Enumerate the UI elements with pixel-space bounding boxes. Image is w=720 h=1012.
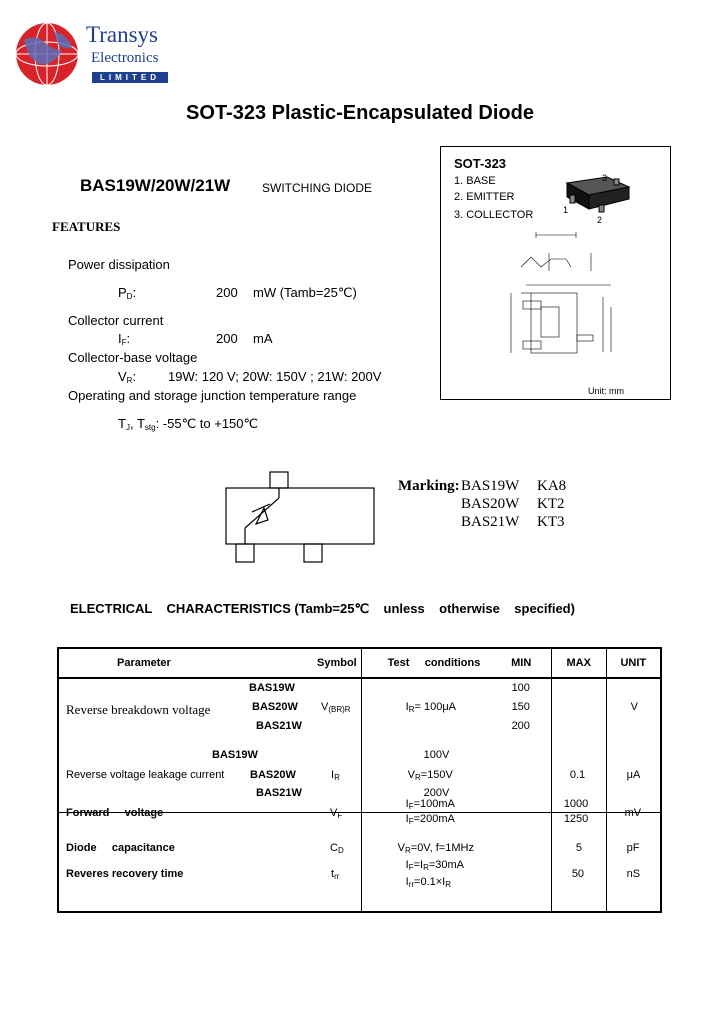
pin-num-2: 2 bbox=[597, 215, 603, 225]
fv-cond-2: $I_F=200mA$ bbox=[405, 812, 455, 826]
vr-sub: R bbox=[126, 376, 133, 385]
dc-symbol: $C_D$ bbox=[330, 842, 344, 855]
marking-part-2: BAS20W bbox=[461, 496, 520, 512]
rbv-min-1: 100 bbox=[511, 682, 530, 694]
marking-part-3: BAS21W bbox=[461, 514, 520, 530]
fv-symbol: $V_F$ bbox=[330, 806, 343, 820]
vr-symbol: V bbox=[118, 369, 127, 384]
features-heading: FEATURES bbox=[52, 219, 121, 234]
if-sub: F bbox=[121, 338, 127, 347]
table-header-row bbox=[58, 648, 661, 678]
rbv-part-2: BAS20W bbox=[252, 701, 298, 713]
table-row bbox=[58, 678, 661, 812]
ec-table bbox=[57, 647, 662, 913]
vr-row bbox=[118, 369, 136, 385]
rvl-cond-3: 200V bbox=[423, 787, 450, 799]
vr-colon: : bbox=[132, 369, 137, 384]
rvl-symbol: $I_R$ bbox=[331, 769, 340, 782]
dc-cond: $V_R=0V$, f=1MHz bbox=[397, 842, 474, 855]
header-unit: UNIT bbox=[606, 648, 661, 678]
pd-symbol: P bbox=[118, 285, 127, 300]
fv-label: Forward voltage bbox=[66, 806, 164, 819]
fv-unit: mV bbox=[624, 806, 642, 819]
vr-value: 19W: 120 V; 20W: 150V ; 21W: 200V bbox=[168, 369, 382, 384]
if-value: 200 bbox=[216, 331, 238, 346]
rvl-cond-2: $V_R=150V$ bbox=[407, 769, 453, 782]
temp-label: Operating and storage junction temperature range bbox=[68, 388, 357, 403]
part-number: BAS19W/20W/21W bbox=[80, 176, 231, 195]
logo-name: Transys bbox=[86, 22, 159, 47]
group1-param-cell bbox=[58, 678, 361, 812]
rbv-min-2: 150 bbox=[511, 701, 530, 713]
rrt-unit-cell bbox=[606, 868, 661, 912]
ec-heading: ELECTRICAL CHARACTERISTICS (Tamb=25℃ unless otherwise specified) bbox=[70, 601, 575, 616]
table-row bbox=[58, 872, 661, 912]
rrt-unit: nS bbox=[626, 868, 641, 880]
rbv-part-3: BAS21W bbox=[256, 720, 302, 732]
dc-max: 5 bbox=[575, 842, 582, 854]
dc-label: Diode capacitance bbox=[66, 842, 175, 854]
rvl-cond-1: 100V bbox=[423, 749, 450, 761]
diode-symbol-diagram bbox=[220, 468, 380, 568]
rbv-part-1: BAS19W bbox=[249, 682, 295, 694]
rrt-max-cell bbox=[551, 868, 606, 912]
pin-3-label: 3. COLLECTOR bbox=[454, 209, 534, 221]
pin-1-label: 1. BASE bbox=[454, 175, 496, 187]
rbv-symbol: $V_{(BR)R}$ bbox=[321, 701, 351, 714]
marking-code-2: KT2 bbox=[537, 496, 565, 512]
marking-part-1: BAS19W bbox=[461, 478, 520, 494]
rvl-part-1: BAS19W bbox=[212, 749, 258, 761]
if-colon: : bbox=[126, 331, 131, 346]
if-unit: mA bbox=[253, 331, 273, 346]
dc-unit: pF bbox=[626, 842, 640, 854]
if-row bbox=[118, 331, 130, 347]
group1-cond-cell bbox=[362, 678, 492, 812]
temp-value: : -55℃ to +150℃ bbox=[155, 416, 259, 431]
if-symbol: I bbox=[118, 331, 122, 346]
group1-min-cell bbox=[492, 678, 552, 812]
pin-2-label: 2. EMITTER bbox=[454, 191, 515, 203]
header-symbol: Symbol bbox=[317, 657, 357, 669]
pd-sub: D bbox=[126, 292, 133, 301]
rrt-label: Reveres recovery time bbox=[66, 868, 184, 880]
fv-max-1: 1000 bbox=[563, 797, 589, 810]
package-name: SOT-323 bbox=[454, 156, 507, 171]
pin-num-1: 1 bbox=[563, 205, 569, 215]
rvl-unit: μA bbox=[626, 769, 641, 781]
header-min: MIN bbox=[511, 657, 532, 669]
group1-max-cell bbox=[551, 678, 606, 812]
pin-num-3: 3 bbox=[602, 173, 608, 183]
header-parameter-cell bbox=[58, 648, 361, 678]
rrt-cond-1: $I_F=I_R=30mA$ bbox=[405, 859, 465, 872]
package-box bbox=[440, 146, 671, 400]
marking-code-1: KA8 bbox=[537, 478, 567, 494]
rbv-cond: $I_R= 100\mu A$ bbox=[405, 701, 456, 714]
rbv-label: Reverse breakdown voltage bbox=[66, 702, 211, 717]
tstg-sub: stg bbox=[144, 423, 156, 432]
header-parameter: Parameter bbox=[117, 657, 171, 669]
marking-code-3: KT3 bbox=[537, 514, 565, 530]
logo-tag: LIMITED bbox=[92, 72, 168, 83]
temp-row bbox=[118, 416, 258, 432]
rbv-min-3: 200 bbox=[511, 720, 530, 732]
rrt-param-cell bbox=[58, 868, 361, 912]
pd-value: 200 bbox=[216, 285, 238, 300]
unit-label: Unit: mm bbox=[588, 386, 624, 396]
rbv-unit: V bbox=[630, 701, 638, 713]
rvl-part-3: BAS21W bbox=[256, 787, 302, 799]
header-max: MAX bbox=[551, 648, 606, 678]
marking-label: Marking: bbox=[398, 478, 460, 494]
tj-symbol: T bbox=[118, 416, 126, 431]
rvl-label: Reverse voltage leakage current bbox=[66, 769, 225, 781]
rvl-part-2: BAS20W bbox=[250, 769, 296, 781]
tj-sub: J bbox=[125, 423, 130, 432]
voltage-label: Collector-base voltage bbox=[68, 350, 198, 365]
tstg-symbol: , T bbox=[129, 416, 145, 431]
logo-sub: Electronics bbox=[91, 50, 159, 66]
pd-colon: : bbox=[132, 285, 137, 300]
rrt-max: 50 bbox=[571, 868, 585, 880]
group1-unit-cell bbox=[606, 678, 661, 812]
pd-unit: mW (Tamb=25℃) bbox=[253, 285, 357, 300]
rrt-symbol: $t_{rr}$ bbox=[331, 868, 340, 881]
power-label: Power dissipation bbox=[68, 257, 170, 272]
rrt-cond-cell bbox=[362, 859, 492, 912]
rrt-cond-2: $I_{rr}=0.1\times I_R$ bbox=[405, 876, 452, 889]
part-type: SWITCHING DIODE bbox=[262, 181, 372, 195]
fv-cond-1: $I_F=100mA$ bbox=[405, 797, 455, 811]
page-title: SOT-323 Plastic-Encapsulated Diode bbox=[186, 102, 534, 124]
current-label: Collector current bbox=[68, 313, 164, 328]
package-dimension-drawing bbox=[491, 227, 631, 377]
fv-max-2: 1250 bbox=[563, 812, 589, 825]
globe-icon bbox=[14, 20, 84, 90]
rvl-max: 0.1 bbox=[569, 769, 586, 781]
header-test: Test conditions bbox=[387, 657, 481, 669]
